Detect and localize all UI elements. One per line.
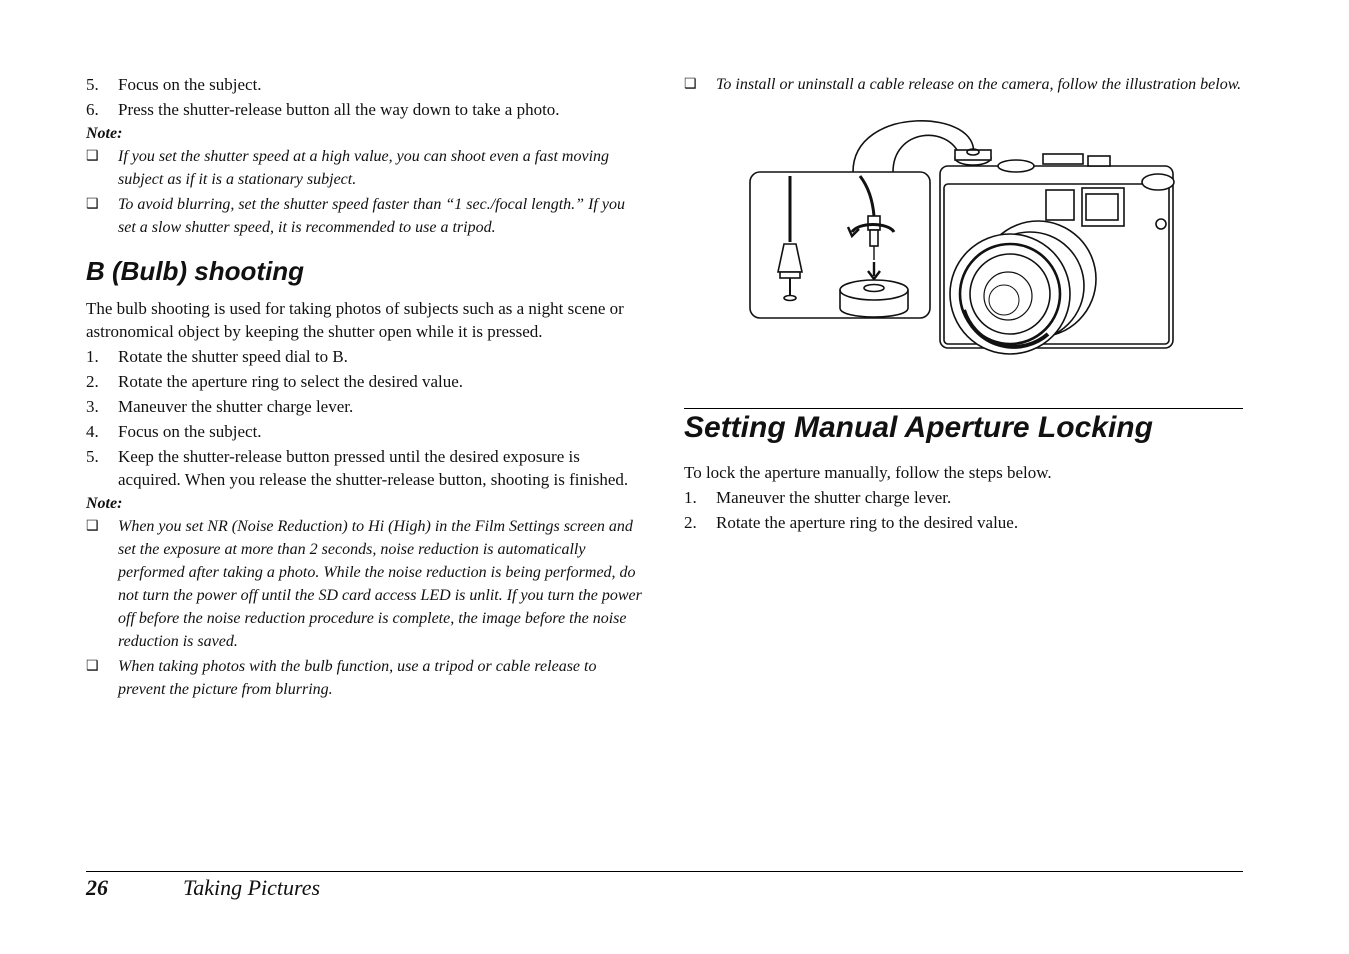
step-item — [86, 395, 646, 418]
step-number: 2. — [86, 372, 99, 391]
section-divider — [684, 408, 1243, 409]
note-text: To avoid blurring, set the shutter speed faster than “1 sec./focal length.” If you set a slow shutter speed, it is recommended to use a tripod. — [118, 196, 625, 236]
step-item — [86, 370, 646, 393]
step-number: 1. — [86, 347, 99, 366]
install-note-text: To install or uninstall a cable release on the camera, follow the illustration below. — [716, 76, 1242, 93]
step-item — [86, 445, 646, 491]
step-text: Maneuver the shutter charge lever. — [716, 488, 952, 507]
step-number: 4. — [86, 422, 99, 441]
step-item — [684, 511, 1244, 534]
step-number: 5. — [86, 75, 99, 94]
cable-release-illustration — [748, 114, 1188, 359]
section-intro: To lock the aperture manually, follow the steps below. — [684, 463, 1052, 482]
step-item — [86, 98, 646, 121]
footer-title: Taking Pictures — [183, 875, 321, 900]
checkbox-bullet-icon: ❑ — [86, 519, 99, 534]
step-text: Keep the shutter-release button pressed until the desired exposure is acquired. When you release the shutter-release button, shooting is finished. — [118, 447, 629, 489]
step-item — [86, 420, 646, 443]
note-text: When you set NR (Noise Reduction) to Hi (High) in the Film Settings screen and set the exposure at more than 2 seconds, noise reduction is automatically performed after taking a photo. While the noise reduction is being performed, do not turn the power off until the SD card access LED is unlit. If you turn the power off before the noise reduction procedure is complete, the image before the noise reduction is saved. — [118, 518, 642, 650]
footer-divider — [86, 871, 1243, 872]
step-number: 1. — [684, 488, 697, 507]
section-title: Setting Manual Aperture Locking — [684, 411, 1153, 444]
note-item — [684, 73, 1244, 96]
step-number: 6. — [86, 100, 99, 119]
checkbox-bullet-icon: ❑ — [86, 197, 99, 212]
note-item — [86, 145, 646, 191]
section-body — [684, 461, 1244, 536]
page-number: 26 — [86, 875, 108, 900]
left-column — [86, 73, 646, 703]
bulb-intro-paragraph: The bulb shooting is used for taking photos of subjects such as a night scene or astronomical object by keeping the shutter open while it is pressed. — [86, 299, 624, 341]
note-item — [86, 515, 646, 653]
step-text: Focus on the subject. — [118, 422, 262, 441]
step-number: 2. — [684, 513, 697, 532]
note-heading: Note: — [86, 495, 123, 512]
checkbox-bullet-icon: ❑ — [86, 149, 99, 164]
step-item — [86, 73, 646, 96]
step-number: 5. — [86, 447, 99, 466]
step-text: Rotate the aperture ring to select the desired value. — [118, 372, 464, 391]
step-text: Rotate the shutter speed dial to B. — [118, 347, 348, 366]
checkbox-bullet-icon: ❑ — [86, 659, 99, 674]
step-item — [86, 345, 646, 368]
step-text: Press the shutter-release button all the way down to take a photo. — [118, 100, 560, 119]
checkbox-bullet-icon: ❑ — [684, 77, 697, 92]
step-number: 3. — [86, 397, 99, 416]
note-heading: Note: — [86, 125, 123, 142]
note-text: If you set the shutter speed at a high value, you can shoot even a fast moving subject as if it is a stationary subject. — [118, 148, 610, 188]
right-column — [684, 73, 1244, 359]
step-item — [684, 486, 1244, 509]
bulb-shooting-heading: B (Bulb) shooting — [86, 256, 305, 286]
step-text: Maneuver the shutter charge lever. — [118, 397, 354, 416]
step-text: Focus on the subject. — [118, 75, 262, 94]
note-item — [86, 193, 646, 239]
note-text: When taking photos with the bulb function, use a tripod or cable release to prevent the picture from blurring. — [118, 658, 597, 698]
note-item — [86, 655, 646, 701]
step-text: Rotate the aperture ring to the desired value. — [716, 513, 1019, 532]
